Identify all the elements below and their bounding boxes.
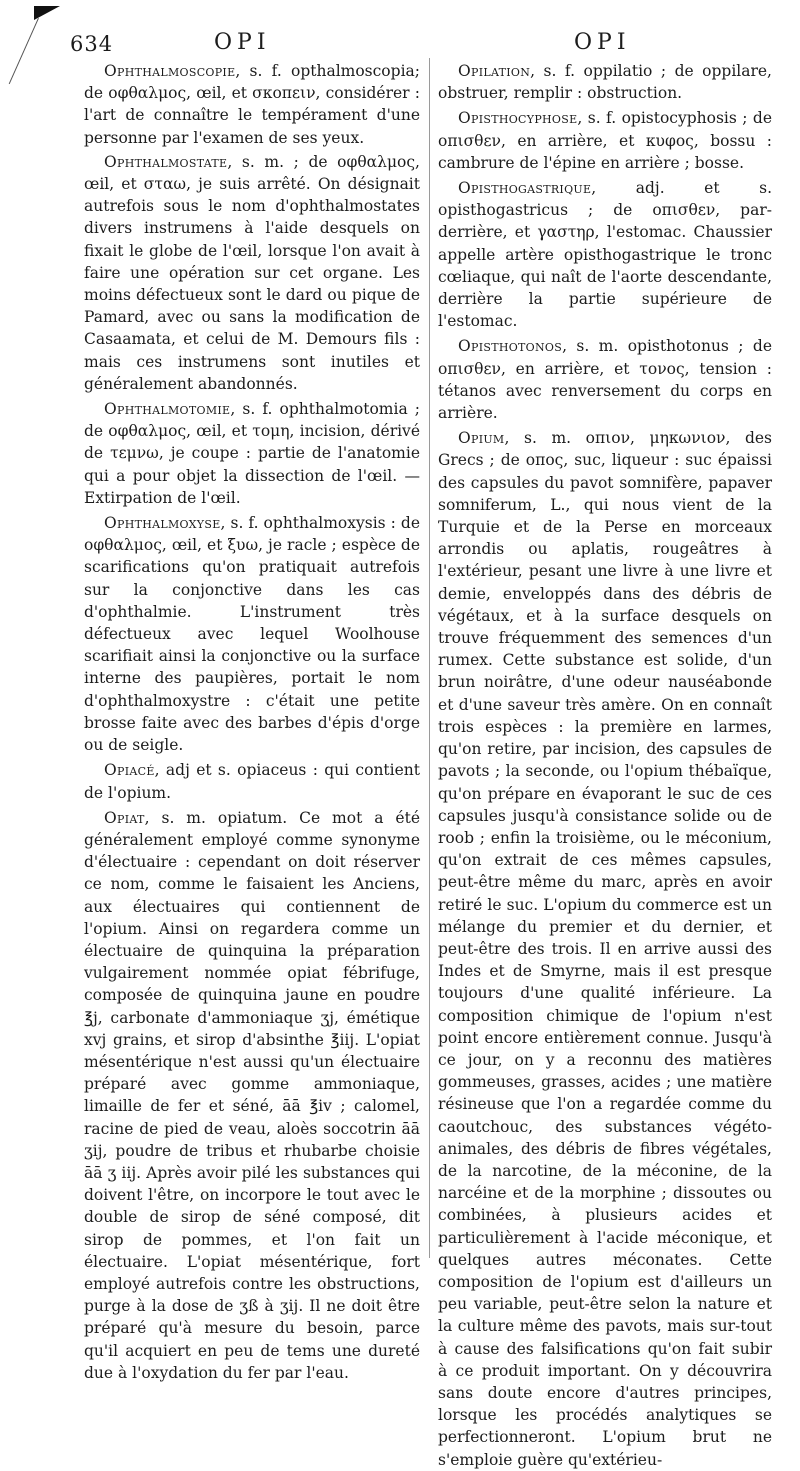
entry-opisthogastrique	[438, 177, 772, 332]
entry-ophthalmoxyse	[84, 512, 420, 756]
entry-term: Opisthotonos	[458, 337, 563, 356]
entry-opiace	[84, 759, 420, 803]
entry-opilation	[438, 60, 772, 104]
entry-text: , s. f. ophthalmoxysis : de οφθαλμος, œil, et ξυω, je racle ; espèce de scarifications qu'on pratiquait autrefois sur la conjonctive dans les cas d'ophthalmie. L'instrument très défectueux avec lequel Woolhouse scarifiait ainsi la conjonctive ou la surface interne des paupières, portait le nom d'ophthalmoxystre : c'était une petite brosse faite avec des barbes d'épis d'orge ou de seigle.	[84, 514, 420, 755]
entry-term: Ophthalmoxyse	[104, 514, 221, 533]
entry-ophthalmoscopie	[84, 60, 420, 149]
entry-term: Ophthalmoscopie	[104, 62, 236, 80]
entry-opiat	[84, 807, 420, 1384]
entry-term: Opiacé	[104, 761, 155, 780]
entry-text: , adj. et s. opisthogastricus ; de οπισθεν, par-derrière, et γαστηρ, l'estomac. Chaussier appelle artère opisthogastrique le tronc cœliaque, qui naît de l'aorte descendante, derrière la partie supérieure de l'estomac.	[438, 179, 772, 331]
entry-term: Opisthogastrique	[458, 179, 592, 198]
entry-term: Ophthalmotomie	[104, 400, 231, 419]
page-header	[0, 28, 800, 58]
entry-text: , s. m. opisthotonus ; de οπισθεν, en arrière, et τονος, tension : tétanos avec renversement du corps en arrière.	[438, 337, 772, 423]
column-divider	[429, 58, 430, 1258]
running-head-left: OPI	[214, 30, 271, 55]
entry-ophthalmotomie	[84, 398, 420, 509]
entry-term: Opium	[458, 429, 505, 448]
running-head-right: OPI	[574, 30, 631, 55]
entry-term: Opiat	[104, 808, 145, 827]
entry-text: , s. m. opiatum. Ce mot a été généralement employé comme synonyme d'électuaire : cependant on doit réserver ce nom, comme le faisaient les Anciens, aux électuaires qui contiennent de l'opium. Ainsi on regardera comme un électuaire de quinquina la préparation vulgairement nommée opiat fébrifuge, composée de quinquina jaune en poudre ℥j, carbonate d'ammoniaque ʒj, émétique xvj grains, et sirop d'absinthe ℥iij. L'opiat mésentérique n'est aussi qu'un électuaire préparé avec gomme ammoniaque, limaille de fer et séné, āā ℥iv ; calomel, racine de pied de veau, aloès soccotrin āā ʒij, poudre de tribus et rhubarbe choisie āā ʒ iij. Après avoir pilé les substances qui doivent l'être, on incorpore le tout avec le double de sirop de séné composé, dit sirop de pommes, et l'on fait un électuaire. L'opiat mésentérique, fort employé autrefois contre les obstructions, purge à la dose de ʒß à ʒij. Il ne doit être préparé qu'à mesure du besoin, parce qu'il acquiert en peu de tems une dureté due à l'oxydation du fer par l'eau.	[84, 808, 420, 1382]
entry-term: Opisthocyphose	[458, 109, 578, 128]
entry-term: Ophthalmostate	[104, 152, 228, 171]
entry-text: , s. f. oppilatio ; de oppilare, obstruer, remplir : obstruction.	[438, 62, 772, 103]
entry-text: , s. f. ophthalmotomia ; de οφθαλμος, œil, et τομη, incision, dérivé de τεμνω, je coupe : partie de l'anatomie qui a pour objet la dissection de l'œil. — Extirpation de l'œil.	[84, 400, 420, 507]
entry-opisthotonos	[438, 335, 772, 424]
entry-text: , adj et s. opiaceus : qui contient de l'opium.	[84, 761, 420, 802]
entry-opium	[438, 427, 772, 1471]
left-column	[84, 60, 420, 1384]
entry-text: , s. m. ; de οφθαλμος, œil, et σταω, je suis arrêté. On désignait autrefois sous le nom d'ophthalmostates divers instrumens à l'aide desquels on fixait le globe de l'œil, lorsque l'on avait à faire une opération sur cet organe. Les moins défectueux sont le dard ou pique de Pamard, avec ou sans la modification de Casaamata, et celui de M. Demours fils : mais ces instrumens sont inutiles et généralement abandonnés.	[84, 152, 420, 393]
entry-text: , s. m. οπιον, μηκωνιον, des Grecs ; de οπος, suc, liqueur : suc épaissi des capsules du pavot somnifère, papaver somniferum, L., qui nous vient de la Turquie et de la Perse en morceaux arrondis ou aplatis, rougeâtres à l'extérieur, pesant une livre à une livre et demie, enveloppés dans des débris de végétaux, et à la surface desquels on trouve fréquemment des semences d'un rumex. Cette substance est solide, d'un brun noirâtre, d'une odeur nauséabonde et d'une saveur très amère. On en connaît trois espèces : la première en larmes, qu'on retire, par incision, des capsules de pavots ; la seconde, ou l'opium thébaïque, qu'on prépare en évaporant le suc de ces capsules jusqu'à consistance solide ou de roob ; enfin la troisième, ou le méconium, qu'on extrait de ces mêmes capsules, peut-être même du marc, après en avoir retiré le suc. L'opium du commerce est un mélange du premier et du dernier, et peut-être des trois. Il en arrive aussi des Indes et de Smyrne, mais il est presque toujours d'une qualité inférieure. La composition chimique de l'opium n'est point encore entièrement connue. Jusqu'à ce jour, on y a reconnu des matières gommeuses, grasses, acides ; une matière résineuse que l'on a regardée comme du caoutchouc, des substances végéto-animales, des débris de fibres végétales, de la narcotine, de la méconine, de la narcéine et de la morphine ; dissoutes ou combinées, à plusieurs acides et particulièrement à l'acide méconique, et quelques autres méconates. Cette composition de l'opium est d'ailleurs un peu variable, peut-être selon la nature et la culture même des pavots, mais sur-tout à cause des falsifications qu'on fait subir à ce produit important. On y découvrira sans doute encore d'autres principes, lorsque les procédés analytiques se perfectionneront. L'opium brut ne s'emploie guère qu'extérieu-	[438, 429, 772, 1469]
page-number: 634	[70, 32, 114, 56]
entry-ophthalmostate	[84, 151, 420, 395]
entry-text: , s. f. opistocyphosis ; de οπισθεν, en arrière, et κυφος, bossu : cambrure de l'épine en arrière ; bosse.	[438, 109, 772, 172]
entry-text: , s. f. opthalmoscopia; de οφθαλμος, œil, et σκοπειν, considérer : l'art de connaître le tempérament d'une personne par l'examen de ses yeux.	[84, 62, 420, 147]
entry-term: Opilation	[458, 62, 531, 80]
entry-opisthocyphose	[438, 107, 772, 174]
right-column	[438, 60, 772, 1471]
